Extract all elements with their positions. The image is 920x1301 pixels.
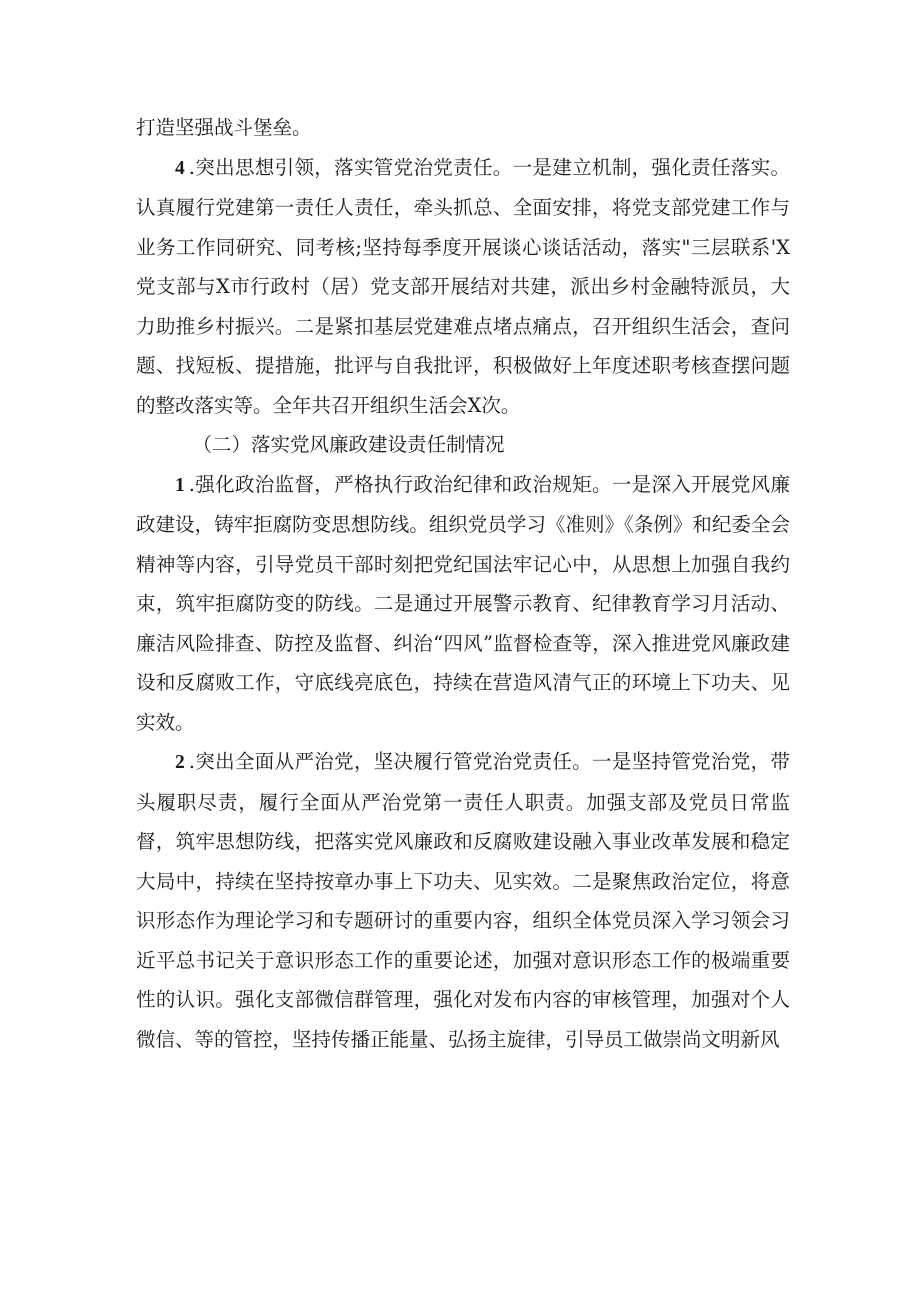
paragraph-item-1	[136, 465, 790, 743]
item-number: 4	[175, 157, 185, 179]
paragraph-text: 打造坚强战斗堡垒。	[136, 116, 312, 139]
document-body	[136, 108, 790, 1059]
paragraph-continuation	[136, 108, 790, 148]
paragraph-item-4	[136, 148, 790, 426]
item-number: 1	[175, 474, 185, 496]
section-heading	[136, 425, 790, 465]
item-number: 2	[175, 752, 185, 773]
paragraph-item-2	[136, 742, 790, 1059]
paragraph-text: .突出全面从严治党，坚决履行管党治党责任。一是坚持管党治党，带头履职尽责，履行全面从严治党第一责任人职责。加强支部及党员日常监督，筑牢思想防线，把落实党风廉政和反腐败建设融入事业改革发展和稳定大局中，持续在坚持按章办事上下功夫、见实效。二是聚焦政治定位，将意识形态作为理论学习和专题研讨的重要内容，组织全体党员深入学习领会习近平总书记关于意识形态工作的重要论述，加强对意识形态工作的极端重要性的认识。强化支部微信群管理，强化对发布内容的审核管理，加强对个人微信、等的管控，坚持传播正能量、弘扬主旋律，引导员工做崇尚文明新风	[136, 750, 790, 1051]
paragraph-text: .突出思想引领，落实管党治党责任。一是建立机制，强化责任落实。认真履行党建第一责任人责任，牵头抓总、全面安排，将党支部党建工作与业务工作同研究、同考核;坚持每季度开展谈心谈话活动，落实"三层联系'X党支部与X市行政村（居）党支部开展结对共建，派出乡村金融特派员，大力助推乡村振兴。二是紧扣基层党建难点堵点痛点，召开组织生活会，查问题、找短板、提措施，批评与自我批评，积极做好上年度述职考核查摆问题的整改落实等。全年共召开组织生活会X次。	[136, 155, 790, 417]
heading-text: （二）落实党风廉政建设责任制情况	[192, 433, 505, 456]
paragraph-text: .强化政治监督，严格执行政治纪律和政治规矩。一是深入开展党风廉政建设，铸牢拒腐防变思想防线。组织党员学习《准则》《条例》和纪委全会精神等内容，引导党员干部时刻把党纪国法牢记心中，从思想上加强自我约束，筑牢拒腐防变的防线。二是通过开展警示教育、纪律教育学习月活动、廉洁风险排查、防控及监督、纠治“四风”监督检查等，深入推进党风廉政建设和反腐败工作，守底线亮底色，持续在营造风清气正的环境上下功夫、见实效。	[136, 472, 790, 734]
